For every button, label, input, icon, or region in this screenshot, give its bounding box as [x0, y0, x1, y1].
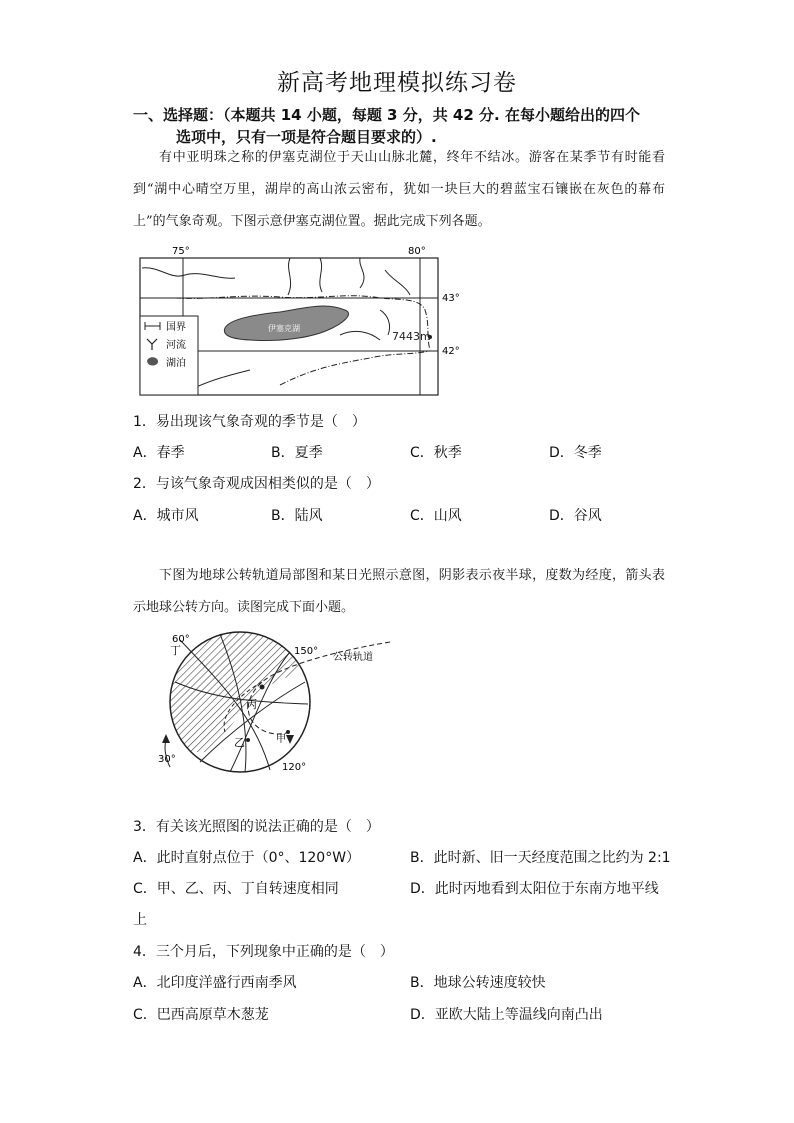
lon-30-label: 30° [158, 754, 176, 765]
section-heading-line1: 一、选择题：（本题共 14 小题，每题 3 分，共 42 分. 在每小题给出的四个 [133, 106, 640, 124]
question-1-stem: 1．易出现该气象奇观的季节是（ ） [133, 414, 366, 430]
lon-75-label: 75° [172, 246, 190, 257]
issyk-kul-map [130, 240, 470, 400]
lake-label: 伊塞克湖 [268, 324, 300, 333]
question-2-stem: 2．与该气象奇观成因相类似的是（ ） [133, 476, 380, 492]
lon-60-label: 60° [172, 634, 190, 645]
q3-option-b[interactable]: B．此时新、旧一天经度范围之比约为 2:1 [410, 850, 671, 866]
lon-120-label: 120° [282, 762, 307, 773]
q2-option-a[interactable]: A．城市风 [133, 508, 199, 524]
q1-option-d[interactable]: D．冬季 [549, 445, 602, 461]
question-4-stem: 4．三个月后，下列现象中正确的是（ ） [133, 944, 394, 960]
q4-option-d[interactable]: D．亚欧大陆上等温线向南凸出 [410, 1007, 603, 1023]
rotation-arrow [286, 735, 294, 744]
q1-option-c[interactable]: C．秋季 [410, 445, 462, 461]
lat-42-label: 42° [442, 346, 460, 357]
point-yi [246, 738, 250, 742]
legend-lake: 湖泊 [166, 358, 186, 369]
section-heading-line2: 选项中，只有一项是符合题目要求的）. [176, 128, 437, 146]
page-title: 新高考地理模拟练习卷 [277, 70, 517, 96]
point-jia [286, 730, 290, 734]
label-yi: 乙 [234, 736, 245, 749]
q2-option-b[interactable]: B．陆风 [271, 508, 323, 524]
passage-1: 有中亚明珠之称的伊塞克湖位于天山山脉北麓，终年不结冰。游客在某季节有时能看到“湖中心晴空万里，湖岸的高山浓云密布，犹如一块巨大的碧蓝宝石镶嵌在灰色的幕布上”的气象奇观。下图示意伊塞克湖位置。据此完成下列各题。 [133, 150, 665, 229]
label-bing: 丙 [246, 698, 257, 711]
q4-option-c[interactable]: C．巴西高原草木葱茏 [133, 1007, 269, 1023]
q4-option-a[interactable]: A．北印度洋盛行西南季风 [133, 975, 297, 991]
q2-option-c[interactable]: C．山风 [410, 508, 462, 524]
legend-river: 河流 [166, 340, 186, 351]
q4-option-b[interactable]: B．地球公转速度较快 [410, 975, 546, 991]
lat-43-label: 43° [442, 293, 460, 304]
lon-150-label: 150° [294, 646, 319, 657]
label-ding: 丁 [170, 644, 181, 657]
label-jia: 甲 [276, 734, 286, 745]
q3-option-a[interactable]: A．此时直射点位于（0°、120°W） [133, 850, 361, 866]
passage-2: 下图为地球公转轨道局部图和某日光照示意图，阴影表示夜半球，度数为经度，箭头表示地球公转方向。读图完成下面小题。 [133, 568, 665, 615]
question-3-stem: 3．有关该光照图的说法正确的是（ ） [133, 819, 380, 835]
q3-option-d[interactable]: D．此时丙地看到太阳位于东南方地平线 [410, 881, 659, 897]
q3-option-d-continued: 上 [133, 912, 147, 928]
peak-label: 7443m [392, 330, 431, 343]
orbit-label: 公转轨道 [333, 652, 373, 663]
earth-illumination-diagram [150, 622, 410, 782]
q2-option-d[interactable]: D．谷风 [549, 508, 602, 524]
lon-80-label: 80° [408, 246, 426, 257]
q1-option-b[interactable]: B．夏季 [271, 445, 323, 461]
q1-option-a[interactable]: A．春季 [133, 445, 185, 461]
q3-option-c[interactable]: C．甲、乙、丙、丁自转速度相同 [133, 881, 339, 897]
point-bing [260, 685, 265, 690]
legend-border: 国界 [166, 322, 186, 333]
